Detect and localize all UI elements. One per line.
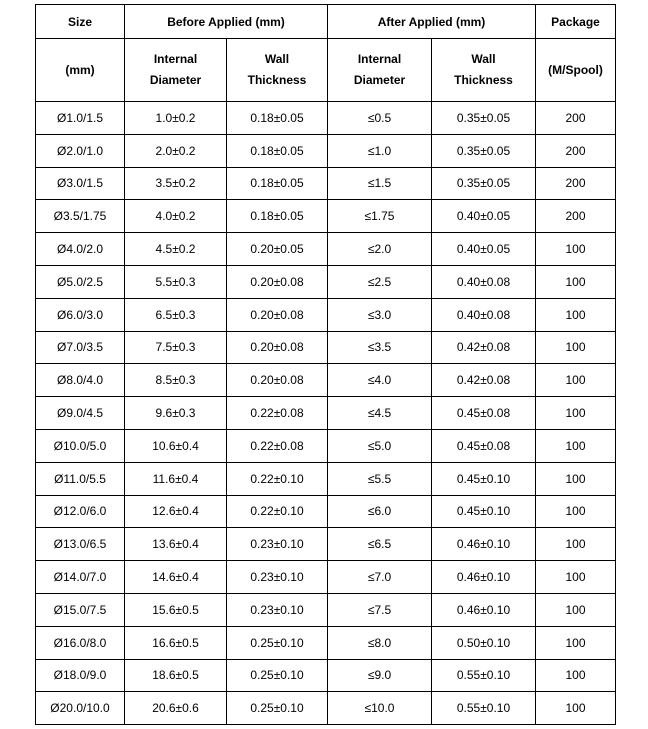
cell-size: Ø18.0/9.0 — [36, 659, 125, 692]
cell-before-internal-diameter: 14.6±0.4 — [125, 561, 227, 594]
cell-size: Ø12.0/6.0 — [36, 495, 125, 528]
header-row-sub — [36, 39, 616, 102]
cell-before-wall-thickness: 0.22±0.08 — [227, 397, 328, 430]
cell-before-internal-diameter: 13.6±0.4 — [125, 528, 227, 561]
cell-before-internal-diameter: 5.5±0.3 — [125, 265, 227, 298]
table-row — [36, 364, 616, 397]
cell-before-wall-thickness: 0.25±0.10 — [227, 626, 328, 659]
cell-before-internal-diameter: 16.6±0.5 — [125, 626, 227, 659]
cell-before-internal-diameter: 4.5±0.2 — [125, 233, 227, 266]
cell-after-internal-diameter: ≤8.0 — [328, 626, 432, 659]
header-size-unit: (mm) — [36, 39, 125, 102]
cell-size: Ø6.0/3.0 — [36, 298, 125, 331]
header-after-applied: After Applied (mm) — [328, 5, 536, 39]
table-row — [36, 692, 616, 725]
table-row — [36, 495, 616, 528]
cell-after-wall-thickness: 0.46±0.10 — [432, 528, 536, 561]
cell-before-wall-thickness: 0.18±0.05 — [227, 167, 328, 200]
cell-size: Ø3.0/1.5 — [36, 167, 125, 200]
table-row — [36, 659, 616, 692]
cell-size: Ø15.0/7.5 — [36, 593, 125, 626]
cell-before-wall-thickness: 0.23±0.10 — [227, 528, 328, 561]
cell-before-internal-diameter: 1.0±0.2 — [125, 102, 227, 135]
spec-table — [35, 4, 616, 725]
header-package-unit: (M/Spool) — [536, 39, 616, 102]
cell-after-wall-thickness: 0.35±0.05 — [432, 134, 536, 167]
cell-before-wall-thickness: 0.20±0.08 — [227, 265, 328, 298]
header-internal-line-2: Diameter — [353, 73, 406, 87]
table-body — [36, 102, 616, 725]
header-before-applied: Before Applied (mm) — [125, 5, 328, 39]
cell-after-wall-thickness: 0.55±0.10 — [432, 692, 536, 725]
cell-size: Ø3.5/1.75 — [36, 200, 125, 233]
header-wall-line-2: Thickness — [247, 73, 307, 87]
cell-package: 100 — [536, 561, 616, 594]
cell-package: 100 — [536, 265, 616, 298]
header-internal-line-1: Internal — [357, 52, 402, 66]
cell-after-internal-diameter: ≤1.0 — [328, 134, 432, 167]
cell-after-internal-diameter: ≤5.0 — [328, 429, 432, 462]
cell-after-wall-thickness: 0.40±0.05 — [432, 233, 536, 266]
header-internal-line-1: Internal — [153, 52, 198, 66]
cell-after-internal-diameter: ≤10.0 — [328, 692, 432, 725]
header-after-wall-thickness — [432, 39, 536, 102]
cell-before-internal-diameter: 6.5±0.3 — [125, 298, 227, 331]
cell-after-wall-thickness: 0.35±0.05 — [432, 167, 536, 200]
cell-before-wall-thickness: 0.25±0.10 — [227, 659, 328, 692]
table-row — [36, 626, 616, 659]
cell-package: 100 — [536, 364, 616, 397]
cell-size: Ø13.0/6.5 — [36, 528, 125, 561]
cell-after-wall-thickness: 0.42±0.08 — [432, 331, 536, 364]
cell-size: Ø7.0/3.5 — [36, 331, 125, 364]
cell-before-internal-diameter: 2.0±0.2 — [125, 134, 227, 167]
table-row — [36, 462, 616, 495]
table-row — [36, 265, 616, 298]
cell-before-wall-thickness: 0.22±0.08 — [227, 429, 328, 462]
cell-after-wall-thickness: 0.45±0.10 — [432, 495, 536, 528]
cell-after-internal-diameter: ≤6.5 — [328, 528, 432, 561]
table-row — [36, 200, 616, 233]
cell-after-wall-thickness: 0.42±0.08 — [432, 364, 536, 397]
cell-size: Ø11.0/5.5 — [36, 462, 125, 495]
cell-before-wall-thickness: 0.18±0.05 — [227, 102, 328, 135]
cell-before-internal-diameter: 18.6±0.5 — [125, 659, 227, 692]
cell-before-wall-thickness: 0.22±0.10 — [227, 495, 328, 528]
cell-after-internal-diameter: ≤3.5 — [328, 331, 432, 364]
cell-after-wall-thickness: 0.45±0.08 — [432, 429, 536, 462]
cell-after-internal-diameter: ≤2.5 — [328, 265, 432, 298]
cell-after-internal-diameter: ≤5.5 — [328, 462, 432, 495]
cell-before-wall-thickness: 0.22±0.10 — [227, 462, 328, 495]
cell-after-internal-diameter: ≤6.0 — [328, 495, 432, 528]
table-row — [36, 134, 616, 167]
cell-package: 200 — [536, 200, 616, 233]
cell-after-internal-diameter: ≤7.5 — [328, 593, 432, 626]
cell-package: 100 — [536, 692, 616, 725]
header-wall-line-1: Wall — [471, 52, 496, 66]
cell-after-wall-thickness: 0.45±0.10 — [432, 462, 536, 495]
cell-before-internal-diameter: 12.6±0.4 — [125, 495, 227, 528]
header-row-top — [36, 5, 616, 39]
cell-after-wall-thickness: 0.55±0.10 — [432, 659, 536, 692]
cell-after-wall-thickness: 0.35±0.05 — [432, 102, 536, 135]
cell-package: 100 — [536, 495, 616, 528]
table-row — [36, 593, 616, 626]
cell-package: 100 — [536, 626, 616, 659]
table-row — [36, 167, 616, 200]
cell-package: 100 — [536, 331, 616, 364]
header-before-wall-thickness — [227, 39, 328, 102]
cell-after-internal-diameter: ≤4.5 — [328, 397, 432, 430]
header-size: Size — [36, 5, 125, 39]
cell-before-internal-diameter: 11.6±0.4 — [125, 462, 227, 495]
cell-size: Ø8.0/4.0 — [36, 364, 125, 397]
cell-size: Ø10.0/5.0 — [36, 429, 125, 462]
table-row — [36, 528, 616, 561]
cell-before-internal-diameter: 4.0±0.2 — [125, 200, 227, 233]
cell-after-wall-thickness: 0.50±0.10 — [432, 626, 536, 659]
cell-after-internal-diameter: ≤1.5 — [328, 167, 432, 200]
cell-after-wall-thickness: 0.40±0.05 — [432, 200, 536, 233]
cell-after-wall-thickness: 0.40±0.08 — [432, 298, 536, 331]
cell-package: 200 — [536, 102, 616, 135]
cell-after-internal-diameter: ≤2.0 — [328, 233, 432, 266]
cell-package: 100 — [536, 397, 616, 430]
header-after-internal-diameter — [328, 39, 432, 102]
cell-package: 100 — [536, 528, 616, 561]
cell-size: Ø5.0/2.5 — [36, 265, 125, 298]
header-wall-line-2: Thickness — [454, 73, 513, 87]
cell-package: 100 — [536, 298, 616, 331]
cell-after-internal-diameter: ≤0.5 — [328, 102, 432, 135]
cell-package: 100 — [536, 462, 616, 495]
cell-before-wall-thickness: 0.20±0.08 — [227, 364, 328, 397]
cell-after-internal-diameter: ≤4.0 — [328, 364, 432, 397]
cell-before-wall-thickness: 0.18±0.05 — [227, 200, 328, 233]
cell-after-wall-thickness: 0.46±0.10 — [432, 593, 536, 626]
cell-before-wall-thickness: 0.23±0.10 — [227, 593, 328, 626]
header-package: Package — [536, 5, 616, 39]
cell-before-internal-diameter: 20.6±0.6 — [125, 692, 227, 725]
header-internal-line-2: Diameter — [149, 73, 202, 87]
cell-package: 200 — [536, 167, 616, 200]
table-row — [36, 298, 616, 331]
cell-after-internal-diameter: ≤7.0 — [328, 561, 432, 594]
cell-size: Ø16.0/8.0 — [36, 626, 125, 659]
cell-package: 100 — [536, 659, 616, 692]
cell-package: 100 — [536, 593, 616, 626]
cell-before-wall-thickness: 0.23±0.10 — [227, 561, 328, 594]
cell-size: Ø14.0/7.0 — [36, 561, 125, 594]
table-row — [36, 331, 616, 364]
cell-before-internal-diameter: 3.5±0.2 — [125, 167, 227, 200]
header-wall-line-1: Wall — [264, 52, 290, 66]
header-before-internal-diameter — [125, 39, 227, 102]
table-row — [36, 429, 616, 462]
cell-before-wall-thickness: 0.18±0.05 — [227, 134, 328, 167]
cell-before-internal-diameter: 10.6±0.4 — [125, 429, 227, 462]
cell-package: 200 — [536, 134, 616, 167]
cell-size: Ø20.0/10.0 — [36, 692, 125, 725]
cell-size: Ø4.0/2.0 — [36, 233, 125, 266]
cell-after-wall-thickness: 0.45±0.08 — [432, 397, 536, 430]
cell-package: 100 — [536, 429, 616, 462]
cell-before-wall-thickness: 0.20±0.05 — [227, 233, 328, 266]
cell-size: Ø1.0/1.5 — [36, 102, 125, 135]
cell-size: Ø2.0/1.0 — [36, 134, 125, 167]
cell-size: Ø9.0/4.5 — [36, 397, 125, 430]
cell-after-internal-diameter: ≤1.75 — [328, 200, 432, 233]
table-row — [36, 561, 616, 594]
table-row — [36, 397, 616, 430]
table-row — [36, 102, 616, 135]
table-row — [36, 233, 616, 266]
cell-before-wall-thickness: 0.25±0.10 — [227, 692, 328, 725]
cell-before-internal-diameter: 7.5±0.3 — [125, 331, 227, 364]
cell-before-internal-diameter: 9.6±0.3 — [125, 397, 227, 430]
cell-before-internal-diameter: 15.6±0.5 — [125, 593, 227, 626]
cell-after-wall-thickness: 0.40±0.08 — [432, 265, 536, 298]
cell-after-internal-diameter: ≤3.0 — [328, 298, 432, 331]
cell-before-wall-thickness: 0.20±0.08 — [227, 331, 328, 364]
cell-after-internal-diameter: ≤9.0 — [328, 659, 432, 692]
cell-after-wall-thickness: 0.46±0.10 — [432, 561, 536, 594]
cell-before-wall-thickness: 0.20±0.08 — [227, 298, 328, 331]
cell-before-internal-diameter: 8.5±0.3 — [125, 364, 227, 397]
cell-package: 100 — [536, 233, 616, 266]
